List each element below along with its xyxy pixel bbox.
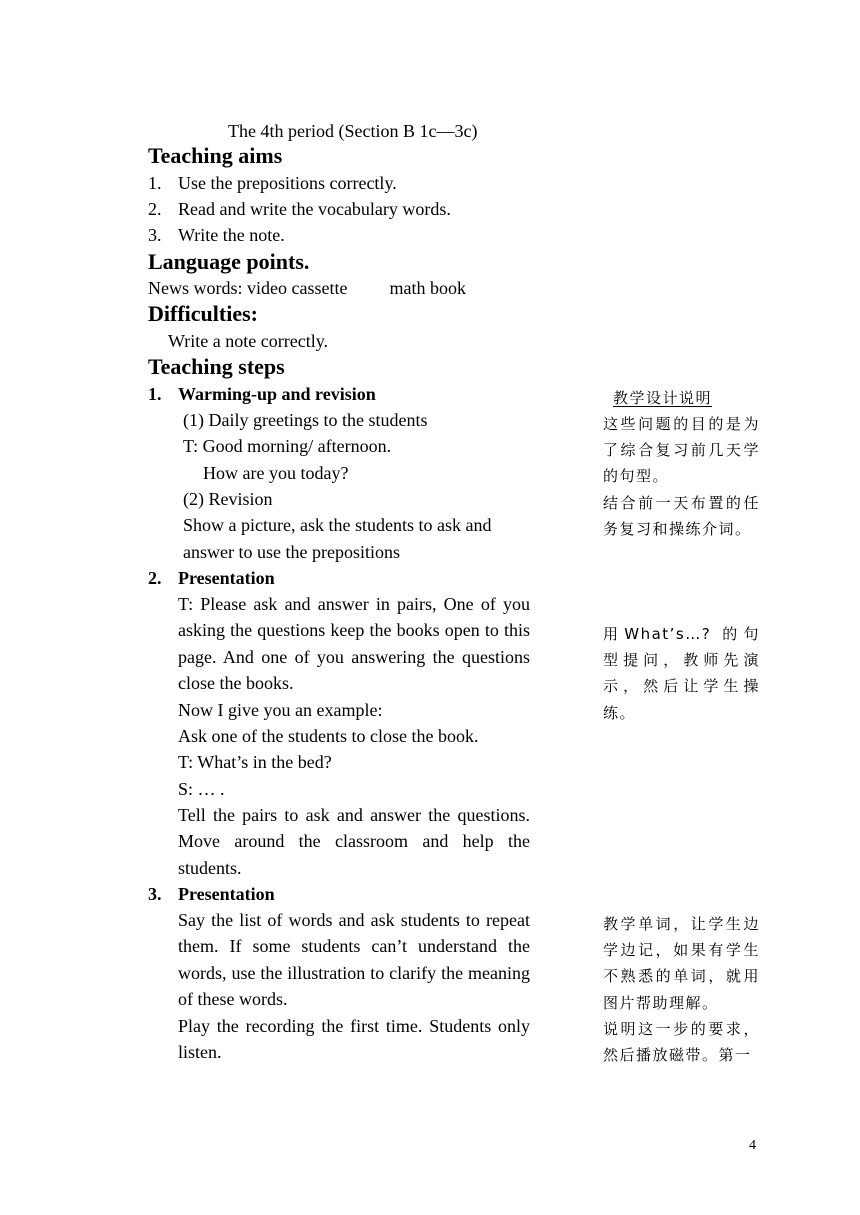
language-points-words: News words: video cassette: [148, 278, 348, 298]
step-title: Presentation: [178, 884, 275, 904]
step-2-heading: [148, 565, 275, 591]
language-points-heading: Language points.: [148, 249, 310, 274]
aim-item: [148, 170, 397, 196]
step-3-heading: [148, 881, 275, 907]
step-1-line: answer to use the prepositions: [183, 542, 400, 562]
step-2-line: T: What’s in the bed?: [178, 752, 332, 772]
side-note: 用What’s…? 的句型提问，教师先演示，然后让学生操练。: [603, 625, 760, 722]
step-1-line: How are you today?: [203, 463, 349, 483]
aim-item: [148, 196, 451, 222]
step-3-paragraph: Play the recording the first time. Students only listen.: [178, 1016, 530, 1063]
aim-number: 2.: [148, 199, 162, 219]
step-2-line: S: … .: [178, 779, 225, 799]
side-note: 结合前一天布置的任务复习和操练介词。: [603, 494, 760, 539]
step-2-line: Ask one of the students to close the book.: [178, 726, 479, 746]
side-note: 说明这一步的要求，然后播放磁带。第一: [603, 1020, 760, 1065]
language-points-line: [148, 275, 466, 301]
step-2-paragraph: Tell the pairs to ask and answer the questions. Move around the classroom and help the students.: [178, 805, 530, 878]
aim-number: 3.: [148, 225, 162, 245]
step-number: 2.: [148, 568, 162, 588]
step-1-heading: [148, 381, 376, 407]
step-2-line: Now I give you an example:: [178, 700, 383, 720]
aim-text: Read and write the vocabulary words.: [178, 199, 451, 219]
step-1-line: Show a picture, ask the students to ask and: [183, 515, 492, 535]
step-1-line: T: Good morning/ afternoon.: [183, 436, 392, 456]
step-2-paragraph: T: Please ask and answer in pairs, One of you asking the questions keep the books open to this page. And one of you answering the questions close the books.: [178, 594, 530, 693]
step-3-paragraph: Say the list of words and ask students to repeat them. If some students can’t understand the words, use the illustration to clarify the meaning of these words.: [178, 910, 530, 1009]
difficulties-text: Write a note correctly.: [168, 331, 329, 351]
difficulties-heading: Difficulties:: [148, 301, 258, 326]
side-note: 教学单词，让学生边学边记，如果有学生不熟悉的单词，就用图片帮助理解。: [603, 915, 760, 1012]
aim-text: Use the prepositions correctly.: [178, 173, 397, 193]
aim-text: Write the note.: [178, 225, 285, 245]
language-points-words-extra: math book: [389, 278, 466, 298]
page-number: 4: [749, 1138, 756, 1153]
step-title: Warming-up and revision: [178, 384, 376, 404]
step-1-line: (1) Daily greetings to the students: [183, 410, 428, 430]
teaching-aims-heading: Teaching aims: [148, 143, 283, 168]
step-title: Presentation: [178, 568, 275, 588]
side-note: 这些问题的目的是为了综合复习前几天学的句型。: [603, 415, 760, 486]
side-notes-title: 教学设计说明: [613, 389, 713, 407]
aim-number: 1.: [148, 173, 162, 193]
teaching-steps-heading: Teaching steps: [148, 354, 285, 379]
step-number: 3.: [148, 884, 162, 904]
period-title: The 4th period (Section B 1c—3c): [228, 121, 478, 141]
step-number: 1.: [148, 384, 162, 404]
step-1-line: (2) Revision: [183, 489, 273, 509]
aim-item: [148, 222, 285, 248]
